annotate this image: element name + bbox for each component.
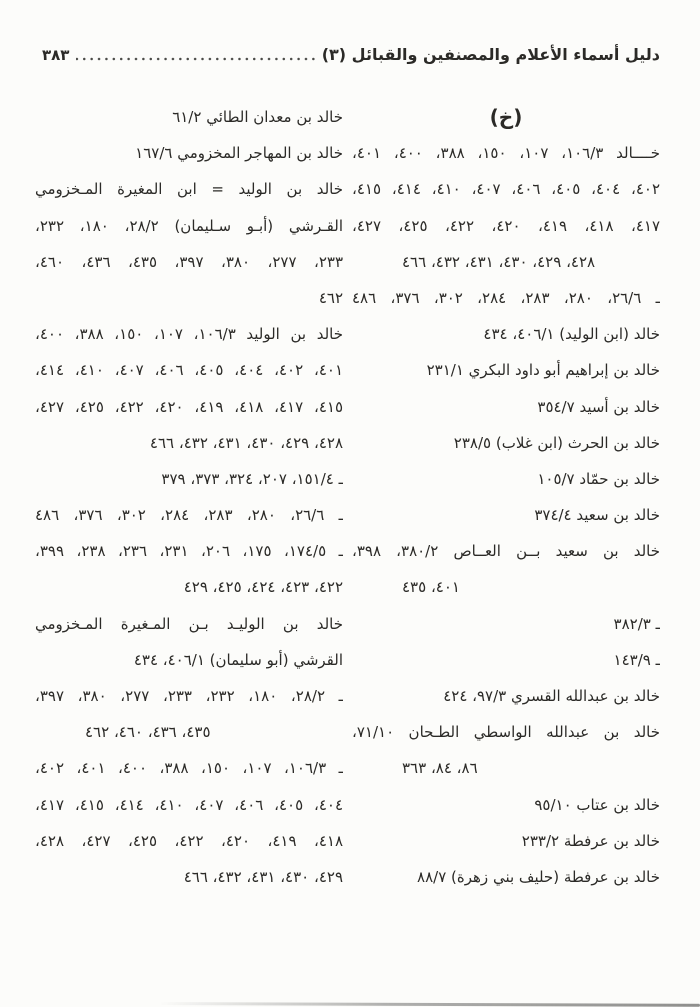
- index-entry-row: خالد بن إبراهيم أبو داود البكري ٢٣١/١: [426, 361, 660, 380]
- scan-edge-shadow: [130, 1002, 700, 1006]
- index-entry-row: ـ ١٠٦/٣، ١٠٧، ١٥٠، ٣٨٨، ٤٠٠، ٤٠١، ٤٠٢،: [35, 759, 343, 778]
- index-entry-row: ٤٣٥، ٤٣٦، ٤٦٠، ٤٦٢: [85, 723, 211, 742]
- section-letter-heading: (خ): [489, 105, 523, 129]
- index-entry-row: خالد بن عبدالله الواسطي الطـحان ٧١/١٠،: [352, 723, 660, 742]
- index-entry-row: خالد بن الوليد ١٠٦/٣، ١٠٧، ١٥٠، ٣٨٨، ٤٠٠،: [35, 325, 343, 344]
- index-entry-row: خالد بن المهاجر المخزومي ١٦٧/٦: [135, 144, 343, 163]
- index-entry-row: ـ ٢٦/٦، ٢٨٠، ٢٨٣، ٢٨٤، ٣٠٢، ٣٧٦، ٤٨٦: [352, 288, 660, 307]
- index-entry-row: خالد بن عرفطة ٢٣٣/٢: [521, 831, 660, 850]
- index-columns: [35, 99, 660, 895]
- index-entry-row: خالد بن أسيد ٣٥٤/٧: [537, 397, 660, 416]
- index-column-right: [352, 99, 660, 895]
- index-entry-row: ٤٠١، ٤٣٥: [402, 578, 460, 597]
- index-entry-row: ـ ١٤٣/٩: [613, 650, 660, 669]
- index-entry-row: ٤٢٨، ٤٢٩، ٤٣٠، ٤٣١، ٤٣٢، ٤٦٦: [402, 252, 596, 271]
- index-entry-row: القـرشي (أبـو سـليمان) ٢٨/٢، ١٨٠، ٢٣٢،: [35, 216, 343, 235]
- index-entry-row: ٤٠١، ٤٠٢، ٤٠٤، ٤٠٥، ٤٠٦، ٤٠٧، ٤١٠، ٤١٤،: [35, 361, 343, 380]
- index-entry-row: خالد بن حمّاد ١٠٥/٧: [537, 469, 660, 488]
- index-entry-row: خالد بن عتاب ٩٥/١٠: [534, 795, 660, 814]
- index-entry-row: خالد بن سعيد ٣٧٤/٤: [534, 506, 660, 525]
- index-entry-row: القرشي (أبو سليمان) ٤٠٦/١، ٤٣٤: [133, 650, 343, 669]
- index-entry-row: خالد بن عبدالله القسري ٩٧/٣، ٤٢٤: [443, 687, 660, 705]
- page-number: ٣٨٣: [42, 46, 70, 65]
- index-entry-row: ـ ١٧٤/٥، ١٧٥، ٢٠٦، ٢٣١، ٢٣٦، ٢٣٨، ٣٩٩،: [35, 542, 343, 561]
- index-entry-row: ٤٠٢، ٤٠٤، ٤٠٥، ٤٠٦، ٤٠٧، ٤١٠، ٤١٤، ٤١٥،: [352, 180, 660, 199]
- page-header: [42, 44, 660, 66]
- index-entry-row: خالد بن سعيد بــن العــاص ٣٨٠/٢، ٣٩٨،: [352, 542, 660, 561]
- index-entry-row: خــــالد ١٠٦/٣، ١٠٧، ١٥٠، ٣٨٨، ٤٠٠، ٤٠١،: [352, 144, 660, 163]
- index-entry-row: ٤٠٤، ٤٠٥، ٤٠٦، ٤٠٧، ٤١٠، ٤١٤، ٤١٥، ٤١٧،: [35, 795, 343, 814]
- running-title: دليل أسماء الأعلام والمصنفين والقبائل (٣): [321, 45, 660, 64]
- index-entry-row: ٤٢٩، ٤٣٠، ٤٣١، ٤٣٢، ٤٦٦: [183, 867, 343, 886]
- index-entry-row: ٤٢٨، ٤٢٩، ٤٣٠، ٤٣١، ٤٣٢، ٤٦٦: [149, 433, 343, 452]
- index-column-left: [35, 99, 343, 895]
- index-entry-row: خالد بن الوليـد بـن المـغيرة المـخزومي: [35, 614, 343, 633]
- index-entry-row: خالد بن عرفطة (حليف بني زهرة) ٨٨/٧: [417, 867, 660, 886]
- index-entry-row: ـ ١٥١/٤، ٢٠٧، ٣٢٤، ٣٧٣، ٣٧٩: [161, 469, 343, 488]
- index-entry-row: ٤٢٢، ٤٢٣، ٤٢٤، ٤٢٥، ٤٢٩: [183, 578, 343, 597]
- index-entry-row: خالد (ابن الوليد) ٤٠٦/١، ٤٣٤: [483, 325, 660, 344]
- index-entry-row: خالد بن الوليد = ابن المغيرة المـخزومي: [35, 180, 343, 199]
- index-entry-row: ـ ٢٦/٦، ٢٨٠، ٢٨٣، ٢٨٤، ٣٠٢، ٣٧٦، ٤٨٦: [35, 506, 343, 525]
- index-entry-row: ٢٣٣، ٢٧٧، ٣٨٠، ٣٩٧، ٤٣٥، ٤٣٦، ٤٦٠،: [35, 252, 343, 271]
- index-entry-row: ـ ٣٨٢/٣: [613, 614, 660, 633]
- index-entry-row: خالد بن معدان الطائي ٦١/٢: [172, 108, 343, 126]
- index-entry-row: ٤١٧، ٤١٨، ٤١٩، ٤٢٠، ٤٢٢، ٤٢٥، ٤٢٧،: [352, 216, 660, 235]
- index-entry-row: خالد بن الحرث (ابن غلاب) ٢٣٨/٥: [453, 433, 660, 452]
- index-entry-row: ٨٦، ٨٤، ٣٦٣: [402, 759, 478, 778]
- index-entry-row: ٤١٥، ٤١٧، ٤١٨، ٤١٩، ٤٢٠، ٤٢٢، ٤٢٥، ٤٢٧،: [35, 397, 343, 416]
- dotted-leader: [76, 57, 314, 61]
- index-entry-row: ٤٦٢: [318, 288, 343, 307]
- index-entry-row: ٤١٨، ٤١٩، ٤٢٠، ٤٢٢، ٤٢٥، ٤٢٧، ٤٢٨،: [35, 831, 343, 850]
- index-entry-row: ـ ٢٨/٢، ١٨٠، ٢٣٢، ٢٣٣، ٢٧٧، ٣٨٠، ٣٩٧،: [35, 687, 343, 705]
